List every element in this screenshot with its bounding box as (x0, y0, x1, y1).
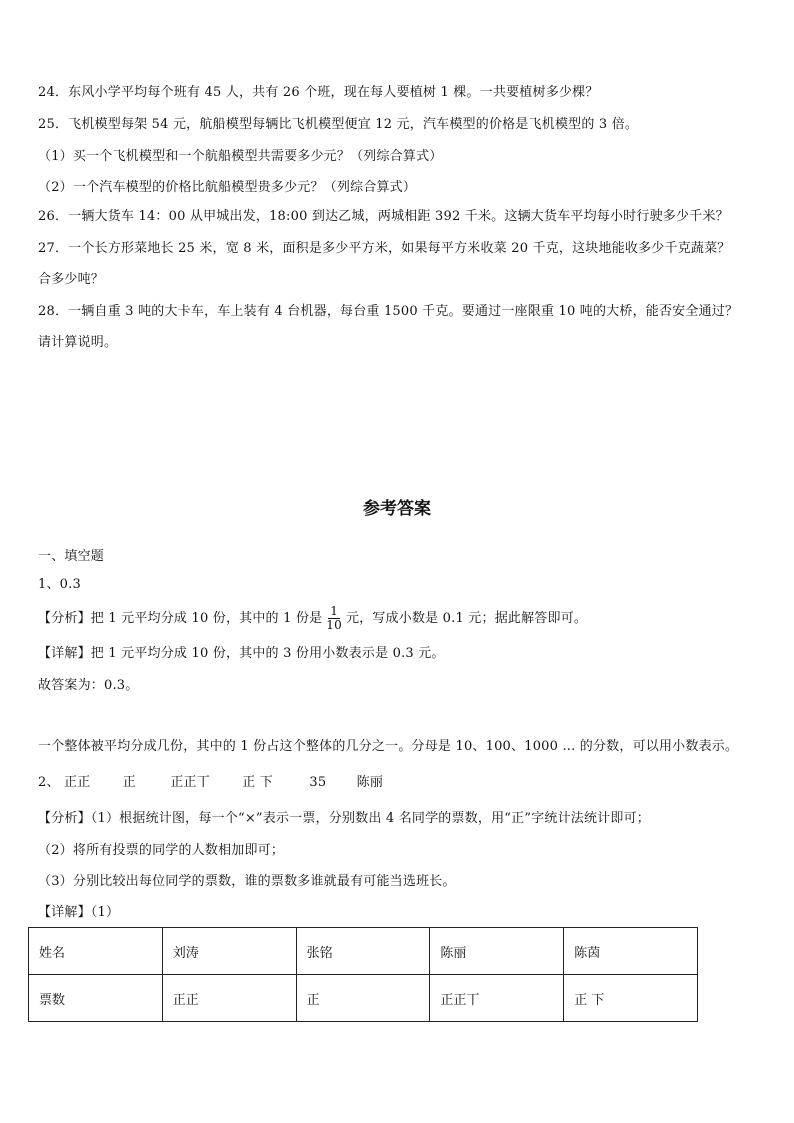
table-cell: 张铭 (296, 928, 430, 975)
fraction-denominator: 10 (326, 618, 342, 632)
answer-2 (38, 774, 383, 792)
table-cell: 陈丽 (430, 928, 564, 975)
answer-2-label: 2、 (38, 775, 60, 790)
answers-title: 参考答案 (363, 499, 431, 519)
fraction-numerator: 1 (330, 604, 339, 618)
table-row (29, 975, 698, 1022)
answer-1-note: 一个整体被平均分成几份，其中的 1 份占这个整体的几分之一。分母是 10、100、1000 ... 的分数，可以用小数表示。 (38, 739, 739, 754)
q28-line2: 请计算说明。 (38, 335, 118, 350)
analysis-text-pre: 【分析】把 1 元平均分成 10 份，其中的 1 份是 (38, 611, 323, 626)
answer-2-item: 正正 (64, 775, 91, 790)
q26: 26．一辆大货车 14：00 从甲城出发，18:00 到达乙城，两城相距 392 千米。这辆大货车平均每小时行驶多少千米？ (38, 209, 729, 224)
answer-2-item: 正正丅 (170, 775, 210, 790)
answer-2-item: 陈丽 (356, 775, 384, 790)
table-cell: 正 下 (564, 975, 698, 1022)
q28-line1: 28．一辆自重 3 吨的大卡车，车上装有 4 台机器，每台重 1500 千克。要通过一座限重 10 吨的大桥，能否安全通过？ (38, 304, 739, 319)
table-row (29, 928, 698, 975)
table-cell: 正正 (162, 975, 296, 1022)
answer-1-analysis (38, 604, 587, 634)
q24: 24．东风小学平均每个班有 45 人，共有 26 个班，现在每人要植树 1 棵。一共要植树多少棵？ (38, 85, 599, 100)
answer-2-detail: 【详解】（1） (38, 905, 120, 920)
table-cell: 正 (296, 975, 430, 1022)
q25: 25．飞机模型每架 54 元，航船模型每辆比飞机模型便宜 12 元，汽车模型的价格是飞机模型的 3 倍。 (38, 117, 639, 132)
analysis-text-post: 元，写成小数是 0.1 元；据此解答即可。 (345, 611, 588, 626)
q27-line1: 27．一个长方形菜地长 25 米，宽 8 米，面积是多少平方米，如果每平方米收菜 20 千克，这块地能收多少千克蔬菜？ (38, 241, 731, 256)
answer-2-item: 正 下 (242, 775, 273, 790)
vote-table (28, 927, 698, 1022)
answer-2-analysis-1: 【分析】（1）根据统计图，每一个“×”表示一票，分别数出 4 名同学的票数，用“正”字统计法统计即可； (38, 811, 650, 826)
table-cell: 正正丅 (430, 975, 564, 1022)
table-cell: 陈茵 (564, 928, 698, 975)
table-cell: 姓名 (29, 928, 163, 975)
answer-2-analysis-2: （2）将所有投票的同学的人数相加即可； (38, 843, 285, 858)
answer-2-analysis-3: （3）分别比较出每位同学的票数，谁的票数多谁就最有可能当选班长。 (38, 874, 456, 889)
table-cell: 刘涛 (162, 928, 296, 975)
q27-line2: 合多少吨？ (38, 272, 105, 287)
answer-1-conclusion: 故答案为：0.3。 (38, 678, 139, 693)
table-cell: 票数 (29, 975, 163, 1022)
q25-part2: （2）一个汽车模型的价格比航船模型贵多少元？（列综合算式） (38, 180, 417, 195)
q25-part1: （1）买一个飞机模型和一个航船模型共需要多少元？（列综合算式） (38, 149, 443, 164)
answer-1: 1、0.3 (38, 577, 81, 592)
answer-2-item: 正 (122, 775, 136, 790)
section-heading: 一、填空题 (38, 549, 105, 564)
answer-1-detail: 【详解】把 1 元平均分成 10 份，其中的 3 份用小数表示是 0.3 元。 (38, 646, 445, 661)
fraction-one-tenth (324, 605, 344, 632)
answer-2-item: 35 (309, 775, 327, 790)
